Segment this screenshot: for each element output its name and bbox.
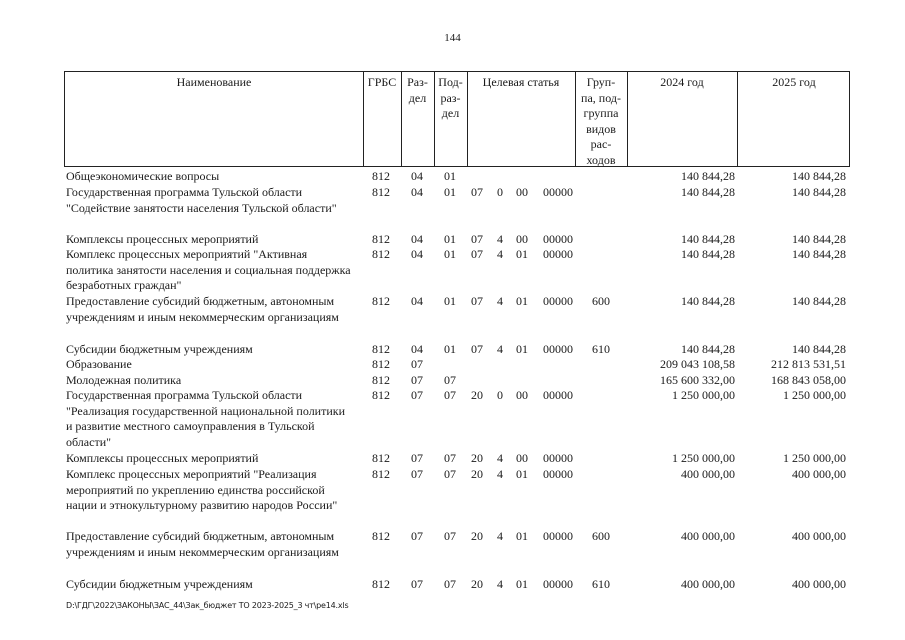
table-row: Государственная программа Тульской области 812 07 07 20 0 00 00000 1 250 000,00 1 250 000,00: [66, 388, 846, 402]
header-grbs: ГРБС: [367, 75, 397, 89]
table-row: Субсидии бюджетным учреждениям 812 07 07 20 4 01 00000 610 400 000,00 400 000,00: [66, 577, 846, 591]
header-razdel: Раз- дел: [407, 75, 428, 105]
table-row: Комплекс процессных мероприятий "Реализация 812 07 07 20 4 01 00000 400 000,00 400 000,00: [66, 467, 846, 481]
table-row: Молодежная политика 812 07 07 165 600 332,00 168 843 058,00: [66, 373, 846, 387]
table-row: Комплексы процессных мероприятий 812 07 07 20 4 00 00000 1 250 000,00 1 250 000,00: [66, 451, 846, 465]
file-path-footer: D:\ГДГ\2022\ЗАКОНЫ\ЗАС_44\Зак_бюджет ТО 2023-2025_3 чт\ре14.xls: [66, 601, 349, 610]
table-row: Образование 812 07 209 043 108,58 212 813 531,51: [66, 357, 846, 371]
header-podrazdel: Под- раз- дел: [438, 75, 463, 120]
table-row: Общеэкономические вопросы 812 04 01 140 844,28 140 844,28: [66, 169, 846, 183]
table-row: Комплекс процессных мероприятий "Активная 812 04 01 07 4 01 00000 140 844,28 140 844,28: [66, 247, 846, 261]
table-header: [64, 71, 850, 167]
table-row: Предоставление субсидий бюджетным, автономным 812 07 07 20 4 01 00000 600 400 000,00 400 000,00: [66, 529, 846, 543]
page-number: 144: [444, 32, 461, 44]
header-target: Целевая статья: [482, 75, 560, 89]
table-row: Государственная программа Тульской области 812 04 01 07 0 00 00000 140 844,28 140 844,28: [66, 185, 846, 199]
table-row: Предоставление субсидий бюджетным, автономным 812 04 01 07 4 01 00000 600 140 844,28 140 844,28: [66, 294, 846, 308]
header-2025: 2025 год: [772, 75, 816, 89]
header-name: Наименование: [176, 75, 252, 89]
header-2024: 2024 год: [660, 75, 704, 89]
table-row: Комплексы процессных мероприятий 812 04 01 07 4 00 00000 140 844,28 140 844,28: [66, 232, 846, 246]
header-group: Груп- па, под- группа видов рас- ходов: [581, 75, 621, 167]
table-row: Субсидии бюджетным учреждениям 812 04 01 07 4 01 00000 610 140 844,28 140 844,28: [66, 342, 846, 356]
